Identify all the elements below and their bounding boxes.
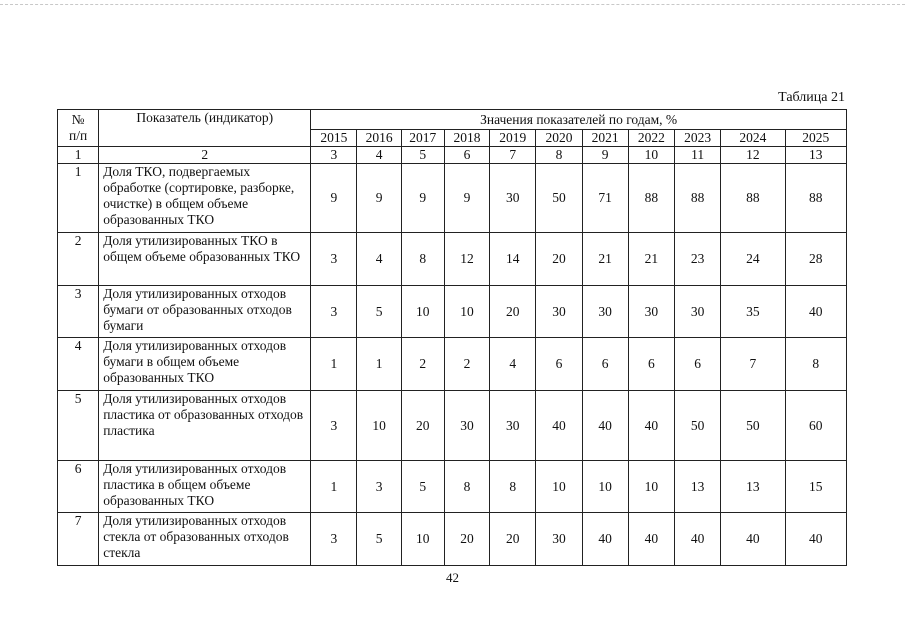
column-number: 1 xyxy=(58,147,99,164)
indicator-value: 20 xyxy=(401,391,444,461)
indicator-value: 3 xyxy=(311,233,357,286)
row-number: 7 xyxy=(58,513,99,566)
indicator-value: 40 xyxy=(628,391,674,461)
indicator-value: 40 xyxy=(536,391,582,461)
indicator-value: 3 xyxy=(357,461,401,513)
indicator-value: 20 xyxy=(536,233,582,286)
header-year: 2025 xyxy=(785,130,846,147)
indicator-value: 4 xyxy=(357,233,401,286)
indicator-name: Доля утилизированных отходов пластика от образованных отходов пластика xyxy=(99,391,311,461)
column-number: 3 xyxy=(311,147,357,164)
indicator-value: 50 xyxy=(721,391,785,461)
indicator-value: 13 xyxy=(674,461,720,513)
indicator-value: 6 xyxy=(628,338,674,391)
indicator-value: 40 xyxy=(785,513,846,566)
header-indicator: Показатель (индикатор) xyxy=(99,110,311,147)
indicator-value: 9 xyxy=(444,164,489,233)
column-number: 4 xyxy=(357,147,401,164)
row-number: 2 xyxy=(58,233,99,286)
indicator-value: 10 xyxy=(401,513,444,566)
indicator-name: Доля ТКО, подвергаемых обработке (сортировке, разборке, очистке) в общем объеме образованных ТКО xyxy=(99,164,311,233)
row-number: 4 xyxy=(58,338,99,391)
table-row xyxy=(58,461,847,513)
indicator-value: 8 xyxy=(785,338,846,391)
column-number: 13 xyxy=(785,147,846,164)
header-year: 2019 xyxy=(490,130,536,147)
header-year: 2022 xyxy=(628,130,674,147)
header-year: 2017 xyxy=(401,130,444,147)
indicator-value: 40 xyxy=(674,513,720,566)
indicator-value: 28 xyxy=(785,233,846,286)
indicator-value: 40 xyxy=(582,391,628,461)
indicator-value: 40 xyxy=(785,286,846,338)
column-number: 6 xyxy=(444,147,489,164)
indicator-value: 10 xyxy=(582,461,628,513)
indicator-value: 5 xyxy=(357,286,401,338)
indicator-value: 71 xyxy=(582,164,628,233)
table-caption: Таблица 21 xyxy=(778,90,845,105)
indicator-value: 7 xyxy=(721,338,785,391)
indicator-value: 6 xyxy=(582,338,628,391)
indicator-value: 30 xyxy=(628,286,674,338)
indicator-value: 1 xyxy=(357,338,401,391)
indicator-value: 1 xyxy=(311,338,357,391)
column-number: 10 xyxy=(628,147,674,164)
header-year: 2021 xyxy=(582,130,628,147)
indicator-value: 30 xyxy=(582,286,628,338)
column-number: 7 xyxy=(490,147,536,164)
indicator-value: 35 xyxy=(721,286,785,338)
indicator-value: 30 xyxy=(536,513,582,566)
indicator-value: 3 xyxy=(311,513,357,566)
table-row xyxy=(58,233,847,286)
header-year: 2018 xyxy=(444,130,489,147)
indicator-value: 10 xyxy=(401,286,444,338)
row-number: 1 xyxy=(58,164,99,233)
row-number: 5 xyxy=(58,391,99,461)
column-number: 12 xyxy=(721,147,785,164)
indicator-value: 10 xyxy=(357,391,401,461)
page-number: 42 xyxy=(446,570,459,585)
scan-top-edge xyxy=(0,4,905,7)
table-row xyxy=(58,286,847,338)
indicator-value: 20 xyxy=(490,513,536,566)
indicator-value: 21 xyxy=(582,233,628,286)
header-year: 2015 xyxy=(311,130,357,147)
indicator-value: 6 xyxy=(674,338,720,391)
indicator-value: 2 xyxy=(401,338,444,391)
indicator-value: 6 xyxy=(536,338,582,391)
column-number: 11 xyxy=(674,147,720,164)
indicator-name: Доля утилизированных отходов бумаги от образованных отходов бумаги xyxy=(99,286,311,338)
indicator-value: 30 xyxy=(444,391,489,461)
column-number: 8 xyxy=(536,147,582,164)
indicator-value: 60 xyxy=(785,391,846,461)
indicator-name: Доля утилизированных отходов пластика в общем объеме образованных ТКО xyxy=(99,461,311,513)
header-values-group: Значения показателей по годам, % xyxy=(311,110,847,130)
indicator-value: 40 xyxy=(628,513,674,566)
header-num: № п/п xyxy=(58,110,99,147)
indicator-value: 21 xyxy=(628,233,674,286)
indicator-name: Доля утилизированных ТКО в общем объеме образованных ТКО xyxy=(99,233,311,286)
indicator-value: 23 xyxy=(674,233,720,286)
indicator-value: 10 xyxy=(444,286,489,338)
indicator-value: 30 xyxy=(490,391,536,461)
indicator-name: Доля утилизированных отходов стекла от образованных отходов стекла xyxy=(99,513,311,566)
indicator-value: 30 xyxy=(536,286,582,338)
indicator-value: 30 xyxy=(674,286,720,338)
indicator-value: 10 xyxy=(628,461,674,513)
indicator-value: 88 xyxy=(785,164,846,233)
indicator-value: 3 xyxy=(311,286,357,338)
indicator-value: 15 xyxy=(785,461,846,513)
indicator-value: 9 xyxy=(401,164,444,233)
table-row xyxy=(58,513,847,566)
indicator-value: 1 xyxy=(311,461,357,513)
indicator-value: 20 xyxy=(490,286,536,338)
indicator-value: 50 xyxy=(536,164,582,233)
header-year: 2023 xyxy=(674,130,720,147)
indicator-value: 10 xyxy=(536,461,582,513)
indicator-value: 40 xyxy=(721,513,785,566)
indicator-value: 9 xyxy=(311,164,357,233)
indicator-value: 2 xyxy=(444,338,489,391)
row-number: 6 xyxy=(58,461,99,513)
indicator-value: 88 xyxy=(628,164,674,233)
row-number: 3 xyxy=(58,286,99,338)
column-number: 9 xyxy=(582,147,628,164)
table-row xyxy=(58,338,847,391)
indicator-value: 40 xyxy=(582,513,628,566)
column-number: 5 xyxy=(401,147,444,164)
indicator-name: Доля утилизированных отходов бумаги в общем объеме образованных ТКО xyxy=(99,338,311,391)
indicator-value: 8 xyxy=(490,461,536,513)
indicator-value: 88 xyxy=(674,164,720,233)
indicator-value: 5 xyxy=(401,461,444,513)
indicator-value: 8 xyxy=(444,461,489,513)
column-number: 2 xyxy=(99,147,311,164)
indicator-value: 12 xyxy=(444,233,489,286)
indicator-value: 20 xyxy=(444,513,489,566)
indicator-value: 9 xyxy=(357,164,401,233)
header-year: 2016 xyxy=(357,130,401,147)
indicator-value: 24 xyxy=(721,233,785,286)
header-year: 2024 xyxy=(721,130,785,147)
indicators-table xyxy=(57,109,847,566)
indicator-value: 5 xyxy=(357,513,401,566)
indicator-value: 4 xyxy=(490,338,536,391)
indicator-value: 3 xyxy=(311,391,357,461)
indicator-value: 50 xyxy=(674,391,720,461)
indicator-value: 88 xyxy=(721,164,785,233)
table-row xyxy=(58,164,847,233)
table-row xyxy=(58,391,847,461)
header-year: 2020 xyxy=(536,130,582,147)
indicator-value: 8 xyxy=(401,233,444,286)
indicator-value: 14 xyxy=(490,233,536,286)
indicator-value: 13 xyxy=(721,461,785,513)
indicator-value: 30 xyxy=(490,164,536,233)
